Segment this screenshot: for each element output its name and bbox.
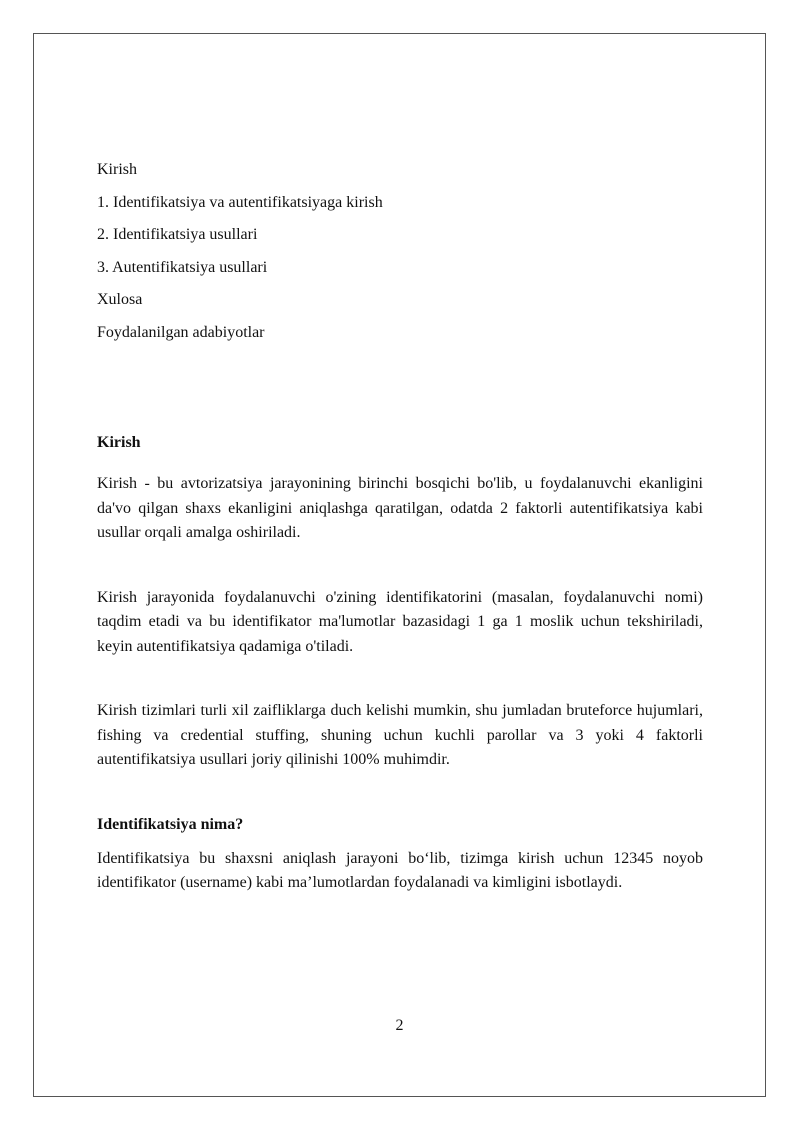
toc-item: Foydalanilgan adabiyotlar [97,323,265,341]
toc-item: Xulosa [97,291,143,308]
table-of-contents [97,160,703,355]
paragraph: Kirish tizimlari turli xil zaifliklarga duch kelishi mumkin, shu jumladan bruteforce hujumlari, fishing va credential stuffing, shuning uchun kuchli parollar va 3 yoki 4 faktorli autentifikatsiya usullari joriy qilinishi 100% muhimdir. [97,702,703,768]
page-number: 2 [395,1017,404,1034]
paragraph: Kirish jarayonida foydalanuvchi o'zining identifikatorini (masalan, foydalanuvchi nomi) taqdim etadi va bu identifikator ma'lumotlar bazasidagi 1 ga 1 moslik uchun tekshiriladi, keyin autentifikatsiya qadamiga o'tiladi. [97,588,703,655]
toc-item: Kirish [97,161,137,178]
toc-item: 2. Identifikatsiya usullari [97,226,258,243]
paragraph: Kirish - bu avtorizatsiya jarayonining birinchi bosqichi bo'lib, u foydalanuvchi ekanligini da'vo qilgan shaxs ekanligini aniqlashga qaratilgan, odatda 2 faktorli autentifikatsiya kabi usullar orqali amalga oshiriladi. [97,475,703,541]
page-content [97,160,703,896]
document-page [33,33,766,1097]
section-heading-identifikatsiya: Identifikatsiya nima? [97,815,244,833]
paragraph: Identifikatsiya bu shaxsni aniqlash jarayoni bo‘lib, tizimga kirish uchun 12345 noyob identifikator (username) kabi ma’lumotlardan foydalanadi va kimligini isbotlaydi. [97,849,703,891]
toc-item: 1. Identifikatsiya va autentifikatsiyaga kirish [97,193,383,211]
toc-item: 3. Autentifikatsiya usullari [97,258,268,276]
section-heading-kirish: Kirish [97,434,141,451]
